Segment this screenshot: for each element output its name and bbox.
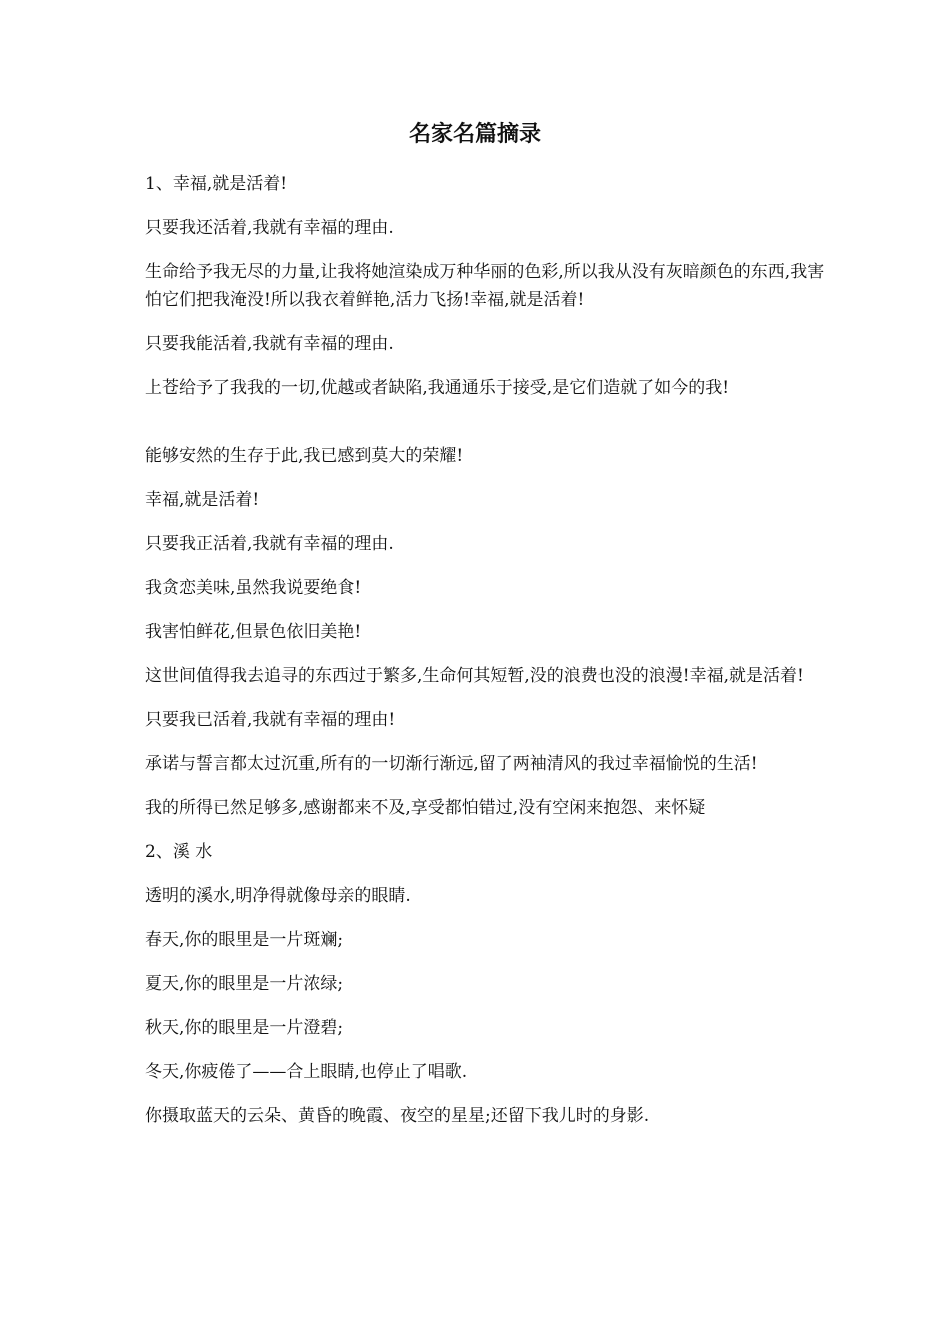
paragraph-8: 只要我正活着,我就有幸福的理由. bbox=[145, 534, 394, 554]
paragraph-14: 我的所得已然足够多,感谢都来不及,享受都怕错过,没有空闲来抱怨、来怀疑 bbox=[145, 798, 706, 818]
paragraph-9: 我贪恋美味,虽然我说要绝食! bbox=[145, 578, 362, 598]
paragraph-4: 只要我能活着,我就有幸福的理由. bbox=[145, 334, 394, 354]
section-heading-2: 2、溪 水 bbox=[145, 842, 213, 862]
paragraph-13: 承诺与誓言都太过沉重,所有的一切渐行渐远,留了两袖清风的我过幸福愉悦的生活! bbox=[145, 754, 758, 774]
paragraph-5: 上苍给予了我我的一切,优越或者缺陷,我通通乐于接受,是它们造就了如今的我! bbox=[145, 378, 730, 398]
page-title: 名家名篇摘录 bbox=[408, 122, 541, 147]
paragraph-2: 只要我还活着,我就有幸福的理由. bbox=[145, 218, 394, 238]
paragraph-3: 生命给予我无尽的力量,让我将她渲染成万种华丽的色彩,所以我从没有灰暗颜色的东西,我害怕它们把我淹没!所以我衣着鲜艳,活力飞扬!幸福,就是活着! bbox=[145, 262, 825, 310]
paragraph-10: 我害怕鲜花,但景色依旧美艳! bbox=[145, 622, 362, 642]
paragraph-1: 1、幸福,就是活着! bbox=[145, 174, 288, 194]
document-body bbox=[145, 170, 825, 1146]
paragraph-16: 透明的溪水,明净得就像母亲的眼睛. bbox=[145, 886, 411, 906]
paragraph-19: 秋天,你的眼里是一片澄碧; bbox=[145, 1018, 344, 1038]
paragraph-11: 这世间值得我去追寻的东西过于繁多,生命何其短暂,没的浪费也没的浪漫!幸福,就是活着! bbox=[145, 666, 804, 686]
paragraph-7: 幸福,就是活着! bbox=[145, 490, 260, 510]
paragraph-17: 春天,你的眼里是一片斑斓; bbox=[145, 930, 344, 950]
paragraph-6: 能够安然的生存于此,我已感到莫大的荣耀! bbox=[145, 446, 464, 466]
paragraph-12: 只要我已活着,我就有幸福的理由! bbox=[145, 710, 396, 730]
paragraph-18: 夏天,你的眼里是一片浓绿; bbox=[145, 974, 344, 994]
paragraph-20: 冬天,你疲倦了——合上眼睛,也停止了唱歌. bbox=[145, 1062, 468, 1082]
paragraph-21: 你摄取蓝天的云朵、黄昏的晚霞、夜空的星星;还留下我儿时的身影. bbox=[145, 1106, 650, 1126]
